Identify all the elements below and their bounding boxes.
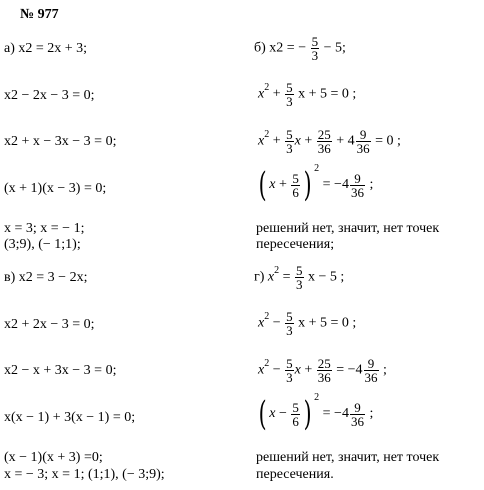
eq-v5: (x − 1)(x + 3) =0; — [4, 450, 103, 465]
frac-den: 36 — [350, 413, 364, 429]
frac-9-36 — [364, 357, 379, 384]
frac-5-3 — [285, 128, 294, 155]
frac-num: 9 — [354, 170, 361, 186]
part-g-label: г) — [254, 269, 265, 285]
frac-5-3 — [295, 264, 304, 291]
eq-b1 — [254, 35, 346, 62]
eq-a2: x2 − 2x − 3 = 0; — [4, 88, 95, 103]
eq-a4: (x + 1)(x − 3) = 0; — [4, 181, 107, 196]
frac-den: 3 — [286, 141, 293, 156]
mixed-whole: 4 — [347, 133, 355, 149]
eq-g3: $x^2$ − $\frac{5}{3}$ x + $\frac{25}{36}$ = −4 $\frac{9}{36}$ ; — [258, 356, 387, 385]
frac-den: 3 — [286, 323, 293, 338]
part-b-label: б) — [254, 40, 266, 56]
note-b-1: решений нет, значит, нет точек — [256, 221, 440, 236]
frac-num: 9 — [359, 127, 367, 142]
frac-5-3 — [285, 310, 294, 337]
frac-9-36 — [350, 401, 365, 428]
frac-5-6 — [291, 401, 300, 428]
eq-b1-lhs: x2 = − — [269, 40, 307, 56]
eq-v3: x2 − x + 3x − 3 = 0; — [4, 363, 117, 378]
frac-num: 5 — [286, 80, 293, 95]
eq-g4: ( x − $\frac{5}{6}$ ) $^2$ = −4 $\frac{9}{36}$ ; — [258, 391, 374, 434]
note-g-2: пересечения. — [256, 467, 334, 482]
frac-den: 36 — [356, 141, 370, 156]
frac-den: 36 — [317, 370, 331, 385]
note-g-1: решений нет, значит, нет точек — [256, 450, 440, 465]
frac-num: 25 — [317, 356, 331, 371]
eq-g2-tail: x + 5 = 0 ; — [298, 315, 357, 331]
frac-den: 3 — [296, 277, 303, 292]
eq-b3: $x^2$ + $\frac{5}{3}$ x + $\frac{25}{36}$ + 4 $\frac{9}{36}$ = 0 ; — [258, 127, 401, 156]
frac-25-36 — [317, 128, 332, 155]
frac-den: 36 — [317, 141, 331, 156]
frac-9-36 — [356, 128, 371, 155]
frac-den: 6 — [292, 184, 299, 200]
frac-den: 3 — [311, 48, 319, 63]
eq-b3-tail: = 0 ; — [375, 133, 401, 149]
frac-num: 9 — [354, 399, 361, 415]
frac-den: 36 — [364, 370, 378, 385]
frac-5-3 — [311, 35, 320, 62]
eq-b4-tail: = −4 — [322, 177, 349, 193]
eq-v6: x = − 3; x = 1; (1;1), (− 3;9); — [4, 467, 165, 482]
eq-a3: x2 + x − 3x − 3 = 0; — [4, 134, 117, 149]
frac-num: 5 — [286, 356, 293, 371]
frac-den: 36 — [350, 184, 364, 200]
frac-num: 5 — [296, 263, 303, 278]
part-v-label: в) — [4, 270, 16, 285]
frac-den: 3 — [286, 370, 293, 385]
eq-v4: x(x − 1) + 3(x − 1) = 0; — [4, 410, 136, 425]
frac-5-6 — [291, 172, 300, 199]
note-b-2: пересечения; — [256, 237, 335, 252]
eq-v2: x2 + 2x − 3 = 0; — [4, 317, 95, 332]
eq-a6: (3;9), (− 1;1); — [4, 237, 81, 252]
eq-g2: $x^2$ − $\frac{5}{3}$ x + 5 = 0 ; — [258, 309, 357, 338]
eq-b2: $x^2$ + $\frac{5}{3}$ x + 5 = 0 ; — [258, 80, 357, 109]
problem-number: № 977 — [20, 7, 59, 22]
eq-b1-rhs: − 5; — [323, 40, 346, 56]
frac-num: 5 — [292, 170, 299, 186]
frac-den: 3 — [286, 94, 293, 109]
eq-b2-tail: x + 5 = 0 ; — [298, 86, 357, 102]
frac-num: 5 — [286, 309, 293, 324]
frac-num: 9 — [367, 356, 375, 371]
frac-num: 5 — [311, 34, 319, 49]
eq-v1: x2 = 3 − 2x; — [18, 270, 88, 285]
eq-g1: г) $x^2$ = $\frac{5}{3}$ x − 5 ; — [254, 263, 345, 292]
eq-a5: x = 3; x = − 1; — [4, 221, 85, 236]
frac-num: 5 — [286, 127, 293, 142]
frac-9-36 — [350, 172, 365, 199]
frac-5-3 — [285, 357, 294, 384]
part-a-label: а) — [4, 41, 15, 56]
eq-b4: ( x + $\frac{5}{6}$ ) $^2$ = −4 $\frac{9}{36}$ ; — [258, 162, 374, 205]
frac-25-36 — [317, 357, 332, 384]
frac-num: 25 — [317, 127, 331, 142]
part-v-line-1 — [4, 271, 87, 285]
frac-den: 6 — [292, 413, 299, 429]
eq-a1: x2 = 2x + 3; — [18, 41, 88, 56]
frac-num: 5 — [292, 399, 299, 415]
part-a-line-1 — [4, 42, 87, 56]
eq-g1-tail: x − 5 ; — [308, 269, 345, 285]
eq-g3-tail: = −4 — [336, 362, 363, 378]
eq-g4-tail: = −4 — [322, 406, 349, 422]
frac-5-3 — [285, 81, 294, 108]
